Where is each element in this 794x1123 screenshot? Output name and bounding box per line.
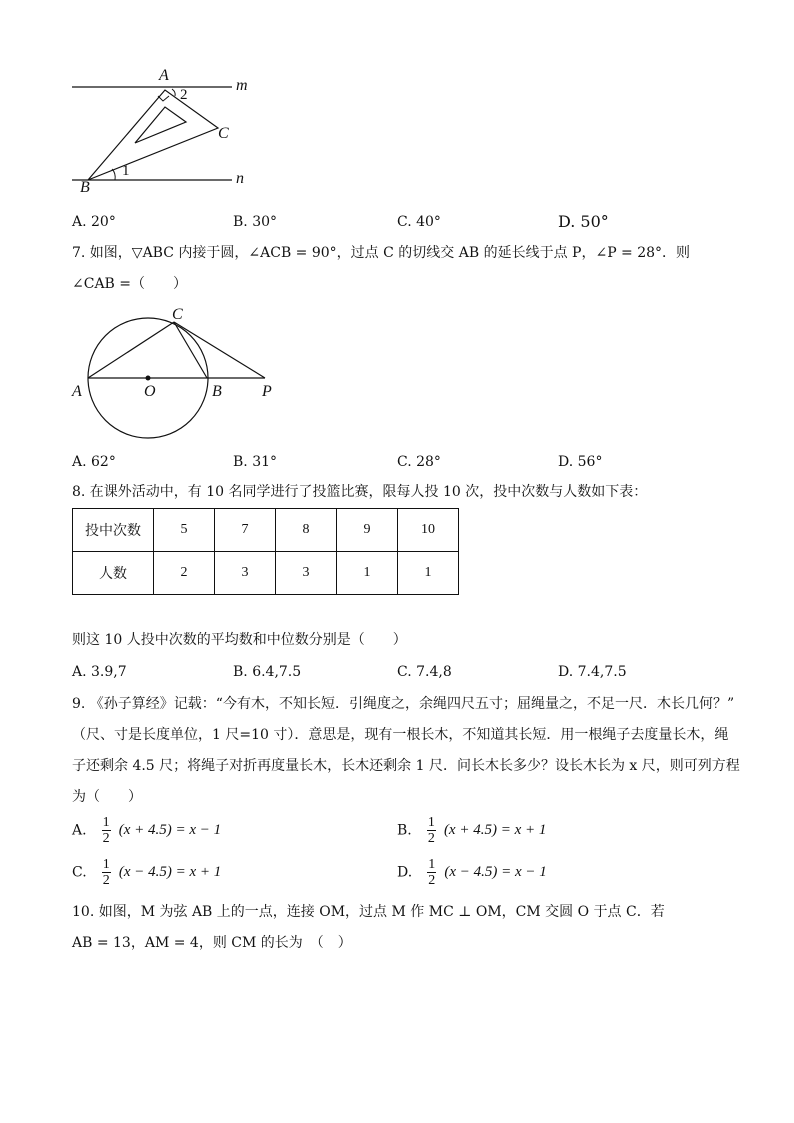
equation: (x + 4.5) = x − 1 <box>118 822 222 838</box>
label-angle-2: 2 <box>180 87 188 103</box>
line-CP <box>174 322 265 378</box>
center-dot <box>146 376 151 381</box>
table-cell: 9 <box>337 509 398 552</box>
option-letter: D. <box>397 864 413 881</box>
table-header-hits: 投中次数 <box>73 509 154 552</box>
label-B: B <box>80 179 90 196</box>
label-angle-1: 1 <box>122 163 130 179</box>
q6-option-c[interactable]: C. 40° <box>397 214 441 230</box>
option-letter: B. <box>397 822 412 839</box>
q8-option-d[interactable]: D. 7.4,7.5 <box>558 664 627 680</box>
label-m: m <box>236 77 248 94</box>
label-O: O <box>144 383 156 400</box>
score-table <box>72 508 459 595</box>
label-A2: A <box>72 383 82 400</box>
table-cell: 3 <box>215 552 276 595</box>
q9-stem-line1: 9. 《孙子算经》记载：“今有木，不知长短．引绳度之，余绳四尺五寸；屈绳量之，不足一尺．木长几何？” <box>72 696 735 712</box>
line-AC <box>88 322 174 378</box>
q9-option-c[interactable] <box>72 857 221 888</box>
fraction: $\frac{1}{2}$ <box>102 857 110 888</box>
q9-stem-line3: 子还剩余 4.5 尺；将绳子对折再度量长木，长木还剩余 1 尺．问长木长多少？设长木长为 x 尺，则可列方程 <box>72 758 740 774</box>
q8-option-c[interactable]: C. 7.4,8 <box>397 664 452 680</box>
table-cell: 1 <box>398 552 459 595</box>
label-C: C <box>218 125 229 142</box>
q10-stem-line1: 10. 如图，M 为弦 AB 上的一点，连接 OM，过点 M 作 MC ⊥ OM，CM 交圆 O 于点 C．若 <box>72 904 665 920</box>
q10-stem-line2: AB = 13，AM = 4，则 CM 的长为 （ ） <box>72 935 352 951</box>
q7-stem-line2: ∠CAB =（ ） <box>72 276 188 292</box>
q8-question: 则这 10 人投中次数的平均数和中位数分别是（ ） <box>72 632 407 648</box>
table-cell: 5 <box>154 509 215 552</box>
label-A: A <box>159 67 169 84</box>
q7-option-a[interactable]: A. 62° <box>72 454 116 470</box>
equation: (x + 4.5) = x + 1 <box>443 822 547 838</box>
label-C2: C <box>172 306 183 323</box>
fraction: $\frac{1}{2}$ <box>428 857 436 888</box>
table-cell: 10 <box>398 509 459 552</box>
table-cell: 1 <box>337 552 398 595</box>
label-B2: B <box>212 383 222 400</box>
q8-option-b[interactable]: B. 6.4,7.5 <box>233 664 302 680</box>
table-cell: 2 <box>154 552 215 595</box>
table-cell: 3 <box>276 552 337 595</box>
table-row <box>73 509 459 552</box>
equation: (x − 4.5) = x − 1 <box>444 864 547 880</box>
fraction: $\frac{1}{2}$ <box>102 815 110 846</box>
option-letter: A. <box>72 822 87 839</box>
label-n: n <box>236 170 244 187</box>
q6-option-b[interactable]: B. 30° <box>233 214 278 230</box>
q7-option-d[interactable]: D. 56° <box>558 454 603 470</box>
q9-option-b[interactable] <box>397 815 546 846</box>
q7-stem-line1: 7. 如图，▽ABC 内接于圆，∠ACB = 90°，过点 C 的切线交 AB 的延长线于点 P，∠P = 28°．则 <box>72 245 691 261</box>
table-cell: 7 <box>215 509 276 552</box>
table-row <box>73 552 459 595</box>
label-P: P <box>262 383 272 400</box>
q8-option-a[interactable]: A. 3.9,7 <box>72 664 127 680</box>
q7-option-b[interactable]: B. 31° <box>233 454 278 470</box>
q7-option-c[interactable]: C. 28° <box>397 454 441 470</box>
fraction: $\frac{1}{2}$ <box>427 815 435 846</box>
q9-stem-line2: （尺、寸是长度单位，1 尺=10 寸）．意思是，现有一根长木，不知道其长短．用一根绳子去度量长木，绳 <box>72 727 729 743</box>
line-CB <box>174 322 207 378</box>
q9-option-d[interactable] <box>397 857 547 888</box>
q9-option-a[interactable] <box>72 815 221 846</box>
option-letter: C. <box>72 864 87 881</box>
q9-stem-line4: 为（ ） <box>72 789 142 805</box>
table-cell: 8 <box>276 509 337 552</box>
equation: (x − 4.5) = x + 1 <box>118 864 222 880</box>
q8-stem: 8. 在课外活动中，有 10 名同学进行了投篮比赛，限每人投 10 次，投中次数与人数如下表： <box>72 484 648 500</box>
q6-option-d[interactable]: D. 50° <box>558 212 609 231</box>
q6-option-a[interactable]: A. 20° <box>72 214 116 230</box>
table-header-people: 人数 <box>73 552 154 595</box>
